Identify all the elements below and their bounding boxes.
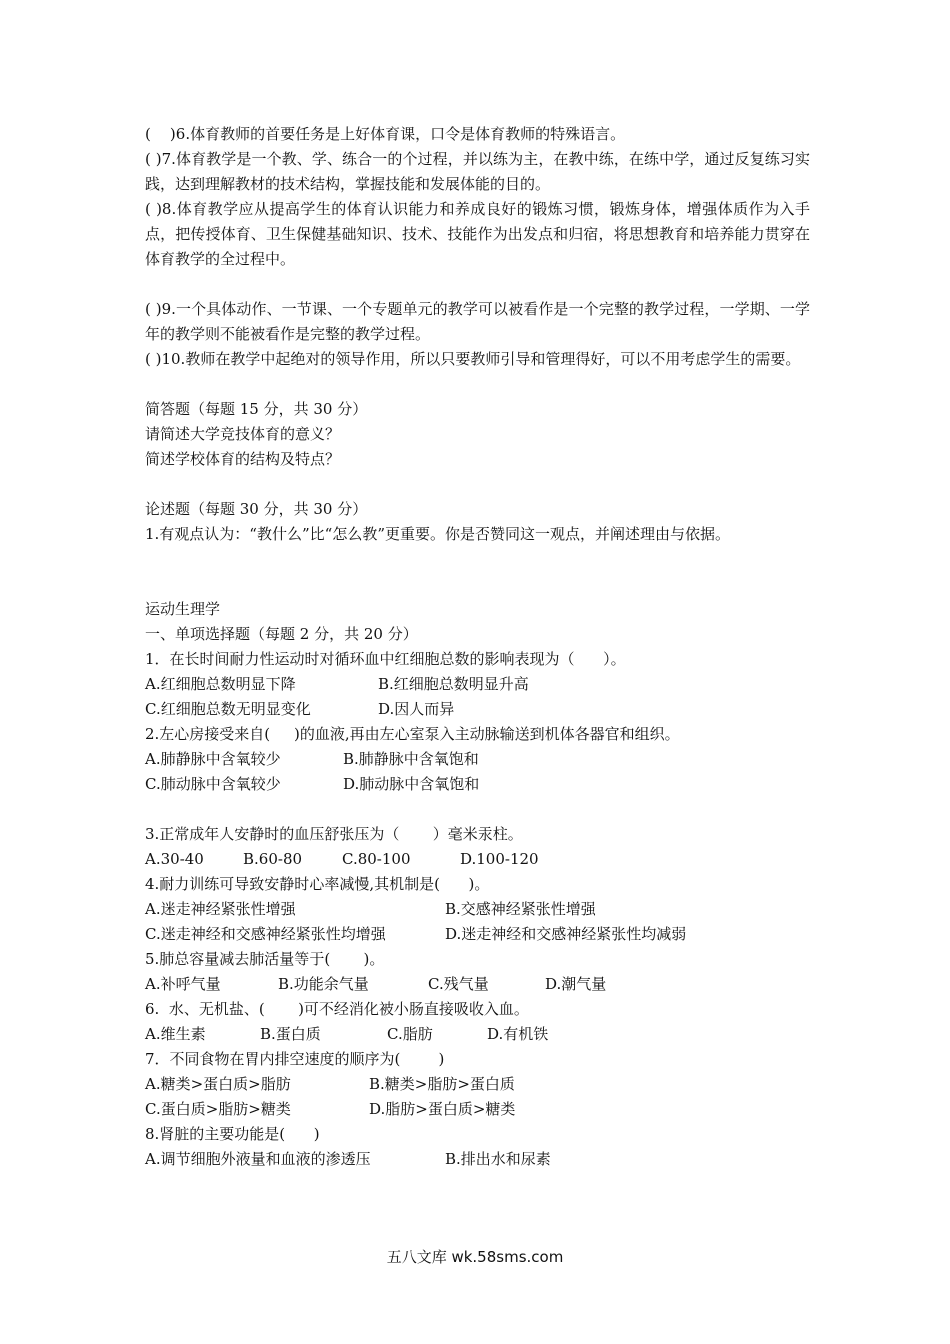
option-row: [145, 747, 810, 772]
option: B.排出水和尿素: [445, 1150, 551, 1168]
mc-question: 5.肺总容量减去肺活量等于( )。: [145, 950, 385, 968]
option: D.因人而异: [378, 700, 455, 718]
tf-question-9: ( )9.一个具体动作、一节课、一个专题单元的教学可以被看作是一个完整的教学过程，一学期、一学年的教学则不能被看作是完整的教学过程。: [145, 300, 810, 343]
footer-watermark: 五八文库 wk.58sms.com: [386, 1248, 564, 1266]
tf-question-8: ( )8.体育教学应从提高学生的体育认识能力和养成良好的锻炼习惯，锻炼身体，增强体质作为入手点，把传授体育、卫生保健基础知识、技术、技能作为出发点和归宿，将思想教育和培养能力贯穿在体育教学的全过程中。: [145, 200, 810, 268]
option: B.60-80: [243, 850, 303, 868]
option: C.脂肪: [387, 1025, 433, 1043]
short-answer-question: 简述学校体育的结构及特点？: [145, 450, 341, 468]
option: A.调节细胞外液量和血液的渗透压: [145, 1150, 371, 1168]
option: A.补呼气量: [145, 975, 221, 993]
mc-question: 4.耐力训练可导致安静时心率减慢,其机制是( )。: [145, 875, 490, 893]
essay-heading: 论述题（每题 30 分，共 30 分）: [145, 500, 368, 518]
short-answer-heading: 简答题（每题 15 分，共 30 分）: [145, 400, 368, 418]
option: C.迷走神经和交感神经紧张性均增强: [145, 925, 386, 943]
document-content: [145, 122, 810, 1172]
option: D.迷走神经和交感神经紧张性均减弱: [445, 925, 687, 943]
mc-question: 8.肾脏的主要功能是( ): [145, 1125, 320, 1143]
option: C.蛋白质>脂肪>糖类: [145, 1100, 291, 1118]
tf-question-6: ( )6.体育教师的首要任务是上好体育课，口令是体育教师的特殊语言。: [145, 125, 626, 143]
option-row: [145, 697, 810, 722]
option: C.残气量: [428, 975, 489, 993]
option: D.潮气量: [545, 975, 607, 993]
option-row: [145, 1097, 810, 1122]
option: C.80-100: [342, 850, 411, 868]
short-answer-question: 请简述大学竞技体育的意义？: [145, 425, 341, 443]
option: A.红细胞总数明显下降: [145, 675, 296, 693]
section-heading: 一、单项选择题（每题 2 分，共 20 分）: [145, 625, 418, 643]
mc-question: 6. 水、无机盐、( )可不经消化被小肠直接吸收入血。: [145, 1000, 529, 1018]
option: D.有机铁: [487, 1025, 549, 1043]
option: A.糖类>蛋白质>脂肪: [145, 1075, 291, 1093]
option-row: [145, 972, 810, 997]
option: C.红细胞总数无明显变化: [145, 700, 311, 718]
option-row: [145, 897, 810, 922]
option-row: [145, 672, 810, 697]
tf-question-7: ( )7.体育教学是一个教、学、练合一的个过程，并以练为主，在教中练，在练中学，通过反复练习实践，达到理解教材的技术结构，掌握技能和发展体能的目的。: [145, 150, 810, 193]
option: A.迷走神经紧张性增强: [145, 900, 296, 918]
option: A.30-40: [145, 850, 204, 868]
option: B.糖类>脂肪>蛋白质: [369, 1075, 515, 1093]
option: B.肺静脉中含氧饱和: [343, 750, 479, 768]
tf-question-10: ( )10.教师在教学中起绝对的领导作用，所以只要教师引导和管理得好，可以不用考虑学生的需要。: [145, 350, 801, 368]
mc-question: 7．不同食物在胃内排空速度的顺序为( ): [145, 1050, 445, 1068]
option: A.肺静脉中含氧较少: [145, 750, 281, 768]
subject-title: 运动生理学: [145, 600, 221, 618]
mc-question: 2.左心房接受来自( )的血液,再由左心室泵入主动脉输送到机体各器官和组织。: [145, 725, 680, 743]
option: D.100-120: [460, 850, 539, 868]
option-row: [145, 1147, 810, 1172]
option: D.肺动脉中含氧饱和: [343, 775, 480, 793]
option: B.红细胞总数明显升高: [378, 675, 529, 693]
option-row: [145, 772, 810, 797]
mc-question: 3.正常成年人安静时的血压舒张压为（ ）毫米汞柱。: [145, 825, 523, 843]
option-row: [145, 847, 810, 872]
option: A.维生素: [145, 1025, 206, 1043]
mc-question: 1．在长时间耐力性运动时对循环血中红细胞总数的影响表现为（ ）。: [145, 650, 626, 668]
option: C.肺动脉中含氧较少: [145, 775, 281, 793]
option: B.交感神经紧张性增强: [445, 900, 596, 918]
essay-question: 1.有观点认为：“教什么”比“怎么教”更重要。你是否赞同这一观点，并阐述理由与依据。: [145, 525, 730, 543]
option-row: [145, 922, 810, 947]
option: B.功能余气量: [278, 975, 369, 993]
option: B.蛋白质: [260, 1025, 321, 1043]
option: D.脂肪>蛋白质>糖类: [369, 1100, 516, 1118]
option-row: [145, 1022, 810, 1047]
option-row: [145, 1072, 810, 1097]
